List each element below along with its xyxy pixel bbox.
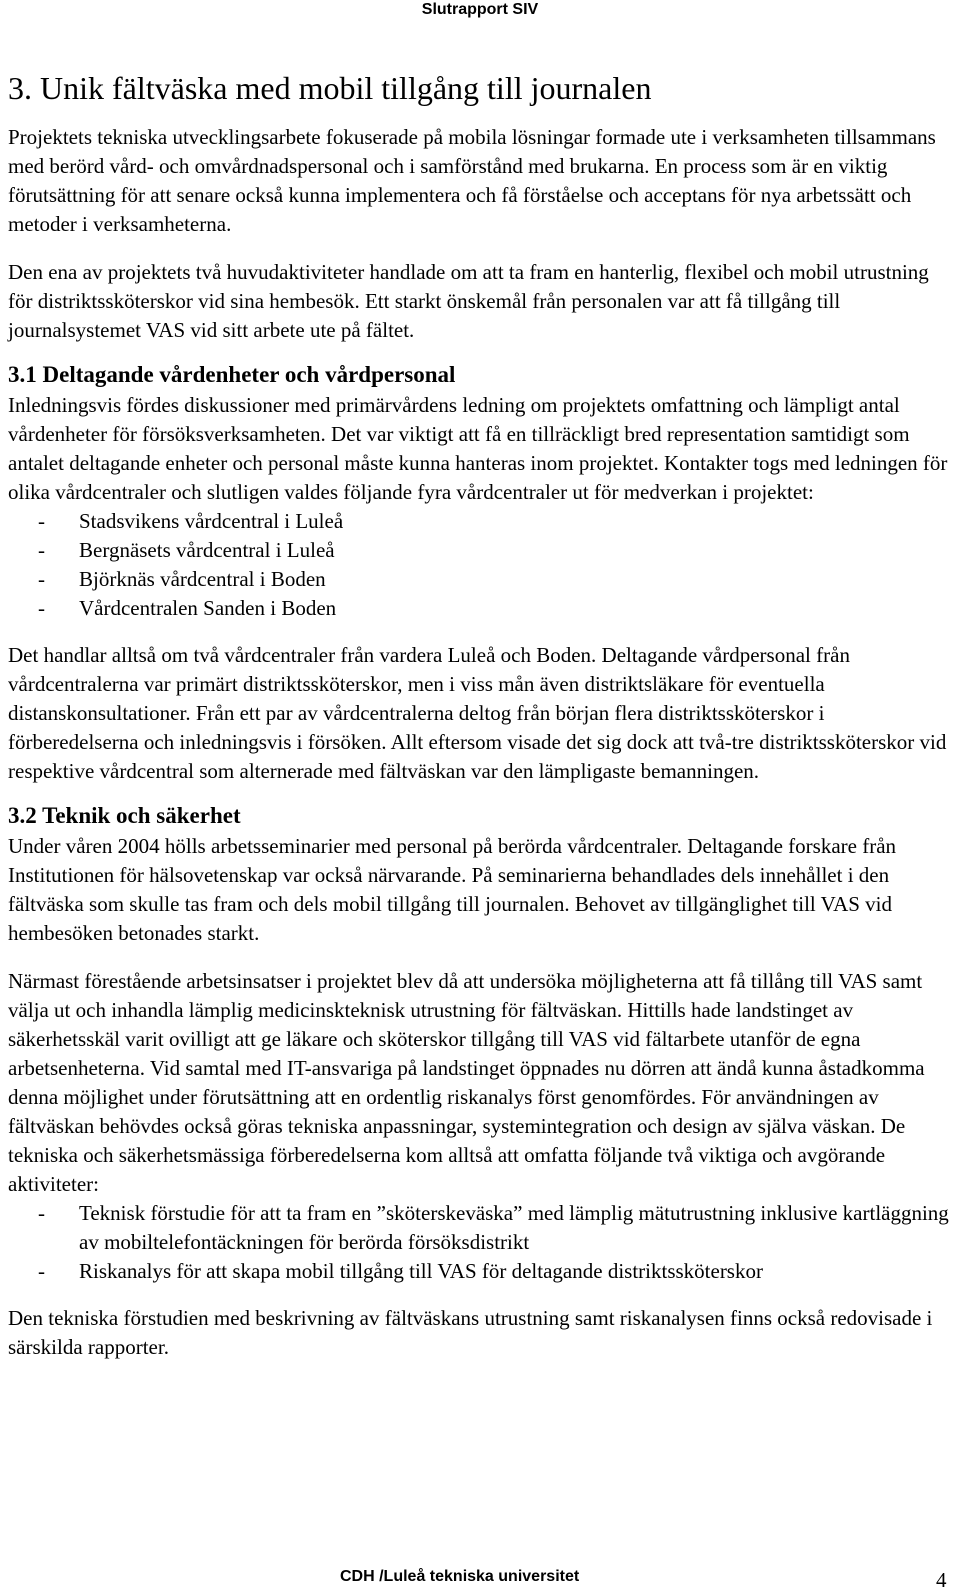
list-item <box>8 1257 953 1286</box>
dash-marker: - <box>38 538 45 562</box>
header-title: Slutrapport SIV <box>421 1 539 18</box>
list-item-text: Bergnäsets vårdcentral i Luleå <box>79 538 335 562</box>
section-3-paragraph-2: Den ena av projektets två huvudaktiviteter handlade om att ta fram en hanterlig, flexibel och mobil utrustning för distriktssköterskor vid sina hembesök. Ett starkt önskemål från personalen var att få tillgång till journalsystemet VAS vid sitt arbete ute på fältet. <box>8 260 929 342</box>
health-center-list <box>8 507 953 623</box>
section-3-1-heading: 3.1 Deltagande vårdenheter och vårdpersonal <box>8 362 456 387</box>
list-item-text: Riskanalys för att skapa mobil tillgång till VAS för deltagande distriktssköterskor <box>79 1259 763 1283</box>
section-3-paragraph-1: Projektets tekniska utvecklingsarbete fokuserade på mobila lösningar formade ute i verksamheten tillsammans med berörd vård- och omvårdnadspersonal och i samförstånd med brukarna. En process som är en viktig förutsättning för att senare också kunna implementera och få förståelse och acceptans för nya arbetssätt och metoder i verksamheterna. <box>8 125 936 236</box>
dash-marker: - <box>38 1201 45 1225</box>
section-3-1-paragraph-after-list: Det handlar alltså om två vårdcentraler från vardera Luleå och Boden. Deltagande vårdpersonal från vårdcentralerna var primärt distriktssköterskor, men i viss mån även distriktsläkare för eventuella distanskonsultationer. Från ett par av vårdcentralerna deltog från början flera distriktssköterskor i förberedelserna och inledningsvis i försöken. Allt eftersom visade det sig dock att två-tre distriktssköterskor vid respektive vårdcentral som alternerade med fältväskan var den lämpligaste bemanningen. <box>8 643 947 783</box>
list-item <box>8 1199 953 1257</box>
footer-institution: CDH /Luleå tekniska universitet <box>340 1568 580 1585</box>
list-item <box>8 594 953 623</box>
running-header <box>0 0 960 24</box>
section-3-2-heading: 3.2 Teknik och säkerhet <box>8 803 241 828</box>
running-footer <box>0 1567 960 1591</box>
section-3-2-paragraph-3: Den tekniska förstudien med beskrivning av fältväskans utrustning samt riskanalysen finns också redovisade i särskilda rapporter. <box>8 1306 933 1359</box>
list-item <box>8 507 953 536</box>
page-content <box>8 70 953 1362</box>
page-number: 4 <box>936 1568 947 1592</box>
list-item-text: Stadsvikens vårdcentral i Luleå <box>79 509 344 533</box>
section-3-1-intro: Inledningsvis fördes diskussioner med primärvårdens ledning om projektets omfattning och lämpligt antal vårdenheter för försöksverksamheten. Det var viktigt att få en tillräckligt bred representation samtidigt som antalet deltagande enheter och personal måste kunna hanteras inom projektet. Kontakter togs med ledningen för olika vårdcentraler och slutligen valdes följande fyra vårdcentraler ut för medverkan i projektet: <box>8 393 948 504</box>
list-item-text: Teknisk förstudie för att ta fram en ”sköterskeväska” med lämplig mätutrustning inklusive kartläggning av mobiltelefontäckningen för berörda försöksdistrikt <box>79 1201 949 1254</box>
dash-marker: - <box>38 567 45 591</box>
dash-marker: - <box>38 1259 45 1283</box>
dash-marker: - <box>38 509 45 533</box>
dash-marker: - <box>38 596 45 620</box>
section-3-heading: 3. Unik fältväska med mobil tillgång till journalen <box>8 70 652 106</box>
list-item-text: Björknäs vårdcentral i Boden <box>79 567 326 591</box>
activity-list <box>8 1199 953 1286</box>
list-item-text: Vårdcentralen Sanden i Boden <box>79 596 337 620</box>
section-3-2-paragraph-1: Under våren 2004 hölls arbetsseminarier med personal på berörda vårdcentraler. Deltagande forskare från Institutionen för hälsovetenskap var också närvarande. På seminarierna behandlades dels innehållet i den fältväska som skulle tas fram och dels mobil tillgång till journalen. Behovet av tillgänglighet till VAS vid hembesöken betonades starkt. <box>8 834 897 945</box>
list-item <box>8 565 953 594</box>
section-3-2-paragraph-2: Närmast förestående arbetsinsatser i projektet blev då att undersöka möjligheterna att få tillång till VAS samt välja ut och inhandla lämplig medicinskteknisk utrustning för fältväskan. Hittills hade landstinget av säkerhetsskäl varit ovilligt att ge läkare och sköterskor tillgång till VAS vid fältarbete utanför de egna arbetsenheterna. Vid samtal med IT-ansvariga på landstinget öppnades nu dörren att ändå kunna åstadkomma denna möjlighet under förutsättning att en ordentlig riskanalys först genomfördes. För användningen av fältväskan behövdes också göras tekniska anpassningar, systemintegration och design av själva väskan. De tekniska och säkerhetsmässiga förberedelserna kom alltså att omfatta följande två viktiga och avgörande aktiviteter: <box>8 969 925 1196</box>
list-item <box>8 536 953 565</box>
